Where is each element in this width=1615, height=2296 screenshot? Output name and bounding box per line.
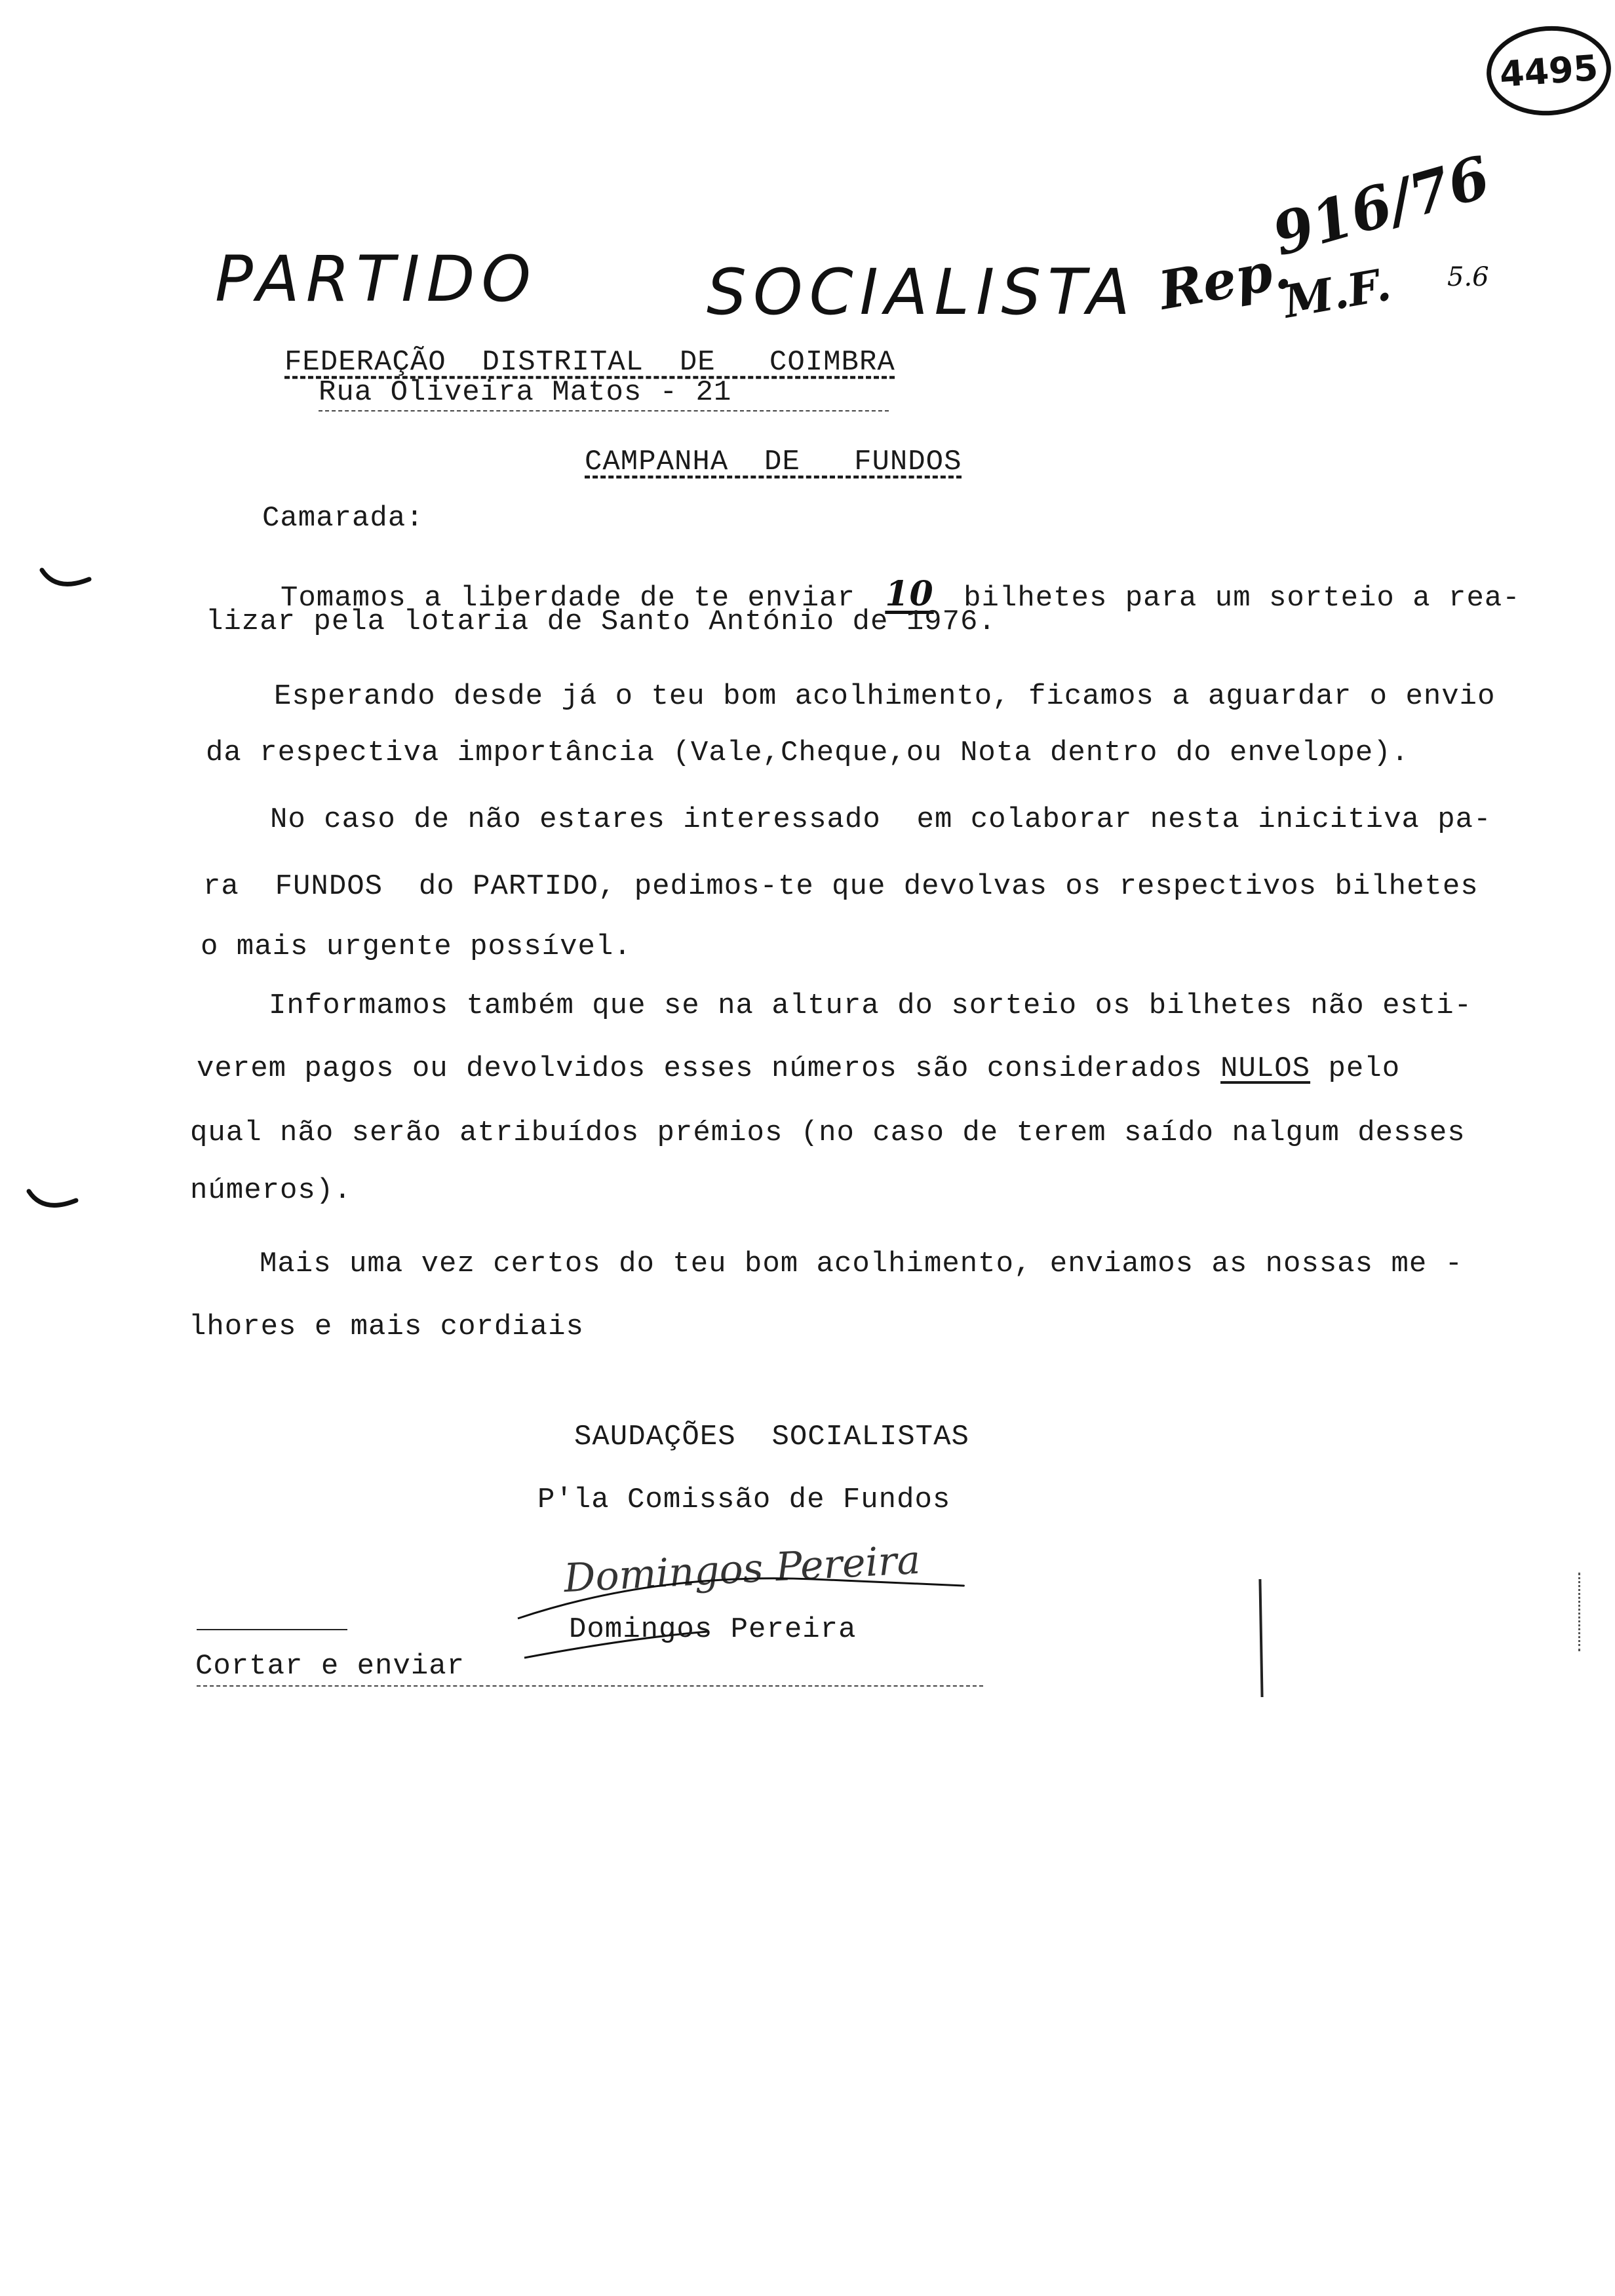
margin-mark-dotted xyxy=(1578,1573,1582,1651)
p1-line1-after: bilhetes para um sorteio a rea- xyxy=(963,582,1521,615)
p4-line2 xyxy=(197,1052,1400,1085)
p3-line1: No caso de não estares interessado em colaborar nesta inicitiva pa- xyxy=(270,803,1492,836)
punch-mark-bottom xyxy=(24,1186,83,1219)
p5-line1: Mais uma vez certos do teu bom acolhimento, enviamos as nossas me - xyxy=(260,1248,1464,1280)
closing-greeting: SAUDAÇÕES SOCIALISTAS xyxy=(574,1421,969,1453)
signature-strokes xyxy=(511,1559,970,1664)
p5-line2: lhores e mais cordiais xyxy=(189,1311,584,1343)
p4-line2-after: pelo xyxy=(1328,1052,1401,1085)
federation-address: Rua Oliveira Matos - 21 xyxy=(319,376,732,409)
party-word-socialista: SOCIALISTA xyxy=(707,256,1137,329)
salutation: Camarada: xyxy=(262,502,424,535)
tickets-count: 10 xyxy=(885,574,934,614)
address-rule xyxy=(319,410,889,411)
signature: Domingos Pereira xyxy=(562,1537,922,1602)
p4-line1: Informamos também que se na altura do sorteio os bilhetes não esti- xyxy=(269,989,1473,1022)
nulos-word: NULOS xyxy=(1220,1052,1311,1085)
annotation-initials: M.F. xyxy=(1279,258,1395,329)
cut-label: Cortar e enviar xyxy=(195,1650,465,1683)
p4-line4: números). xyxy=(190,1174,352,1207)
annotation-small: 5.6 xyxy=(1447,262,1489,292)
party-word-partido: PARTIDO xyxy=(215,242,537,316)
margin-mark-vertical xyxy=(1258,1579,1263,1697)
p3-line3: o mais urgente possível. xyxy=(201,930,632,963)
p1-line1-before: Tomamos a liberdade de te enviar xyxy=(281,582,855,615)
signer-name: Domingos Pereira xyxy=(569,1613,857,1646)
p4-line2-before: verem pagos ou devolvidos esses números são considerados xyxy=(197,1052,1203,1085)
p4-line3: qual não serão atribuídos prémios (no caso de terem saído nalgum desses xyxy=(190,1117,1466,1149)
federation-name: FEDERAÇÃO DISTRITAL DE COIMBRA xyxy=(284,346,895,379)
annotation-ref: Rep. xyxy=(1154,238,1295,322)
p2-line1: Esperando desde já o teu bom acolhimento, ficamos a aguardar o envio xyxy=(274,680,1496,713)
p3-line2: ra FUNDOS do PARTIDO, pedimos-te que devolvas os respectivos bilhetes xyxy=(203,870,1479,903)
cut-rule-short xyxy=(197,1629,347,1630)
cut-rule-dashed xyxy=(197,1685,983,1687)
closing-committee: P'la Comissão de Fundos xyxy=(537,1483,951,1516)
annotation-number: 916/76 xyxy=(1265,142,1498,269)
punch-mark-top xyxy=(37,565,96,598)
p2-line2: da respectiva importância (Vale,Cheque,ou Nota dentro do envelope). xyxy=(206,737,1410,769)
archive-stamp: 4495 xyxy=(1483,22,1614,120)
campaign-title: CAMPANHA DE FUNDOS xyxy=(585,446,962,478)
p1-line2: lizar pela lotaria de Santo António de 1976. xyxy=(206,605,996,638)
